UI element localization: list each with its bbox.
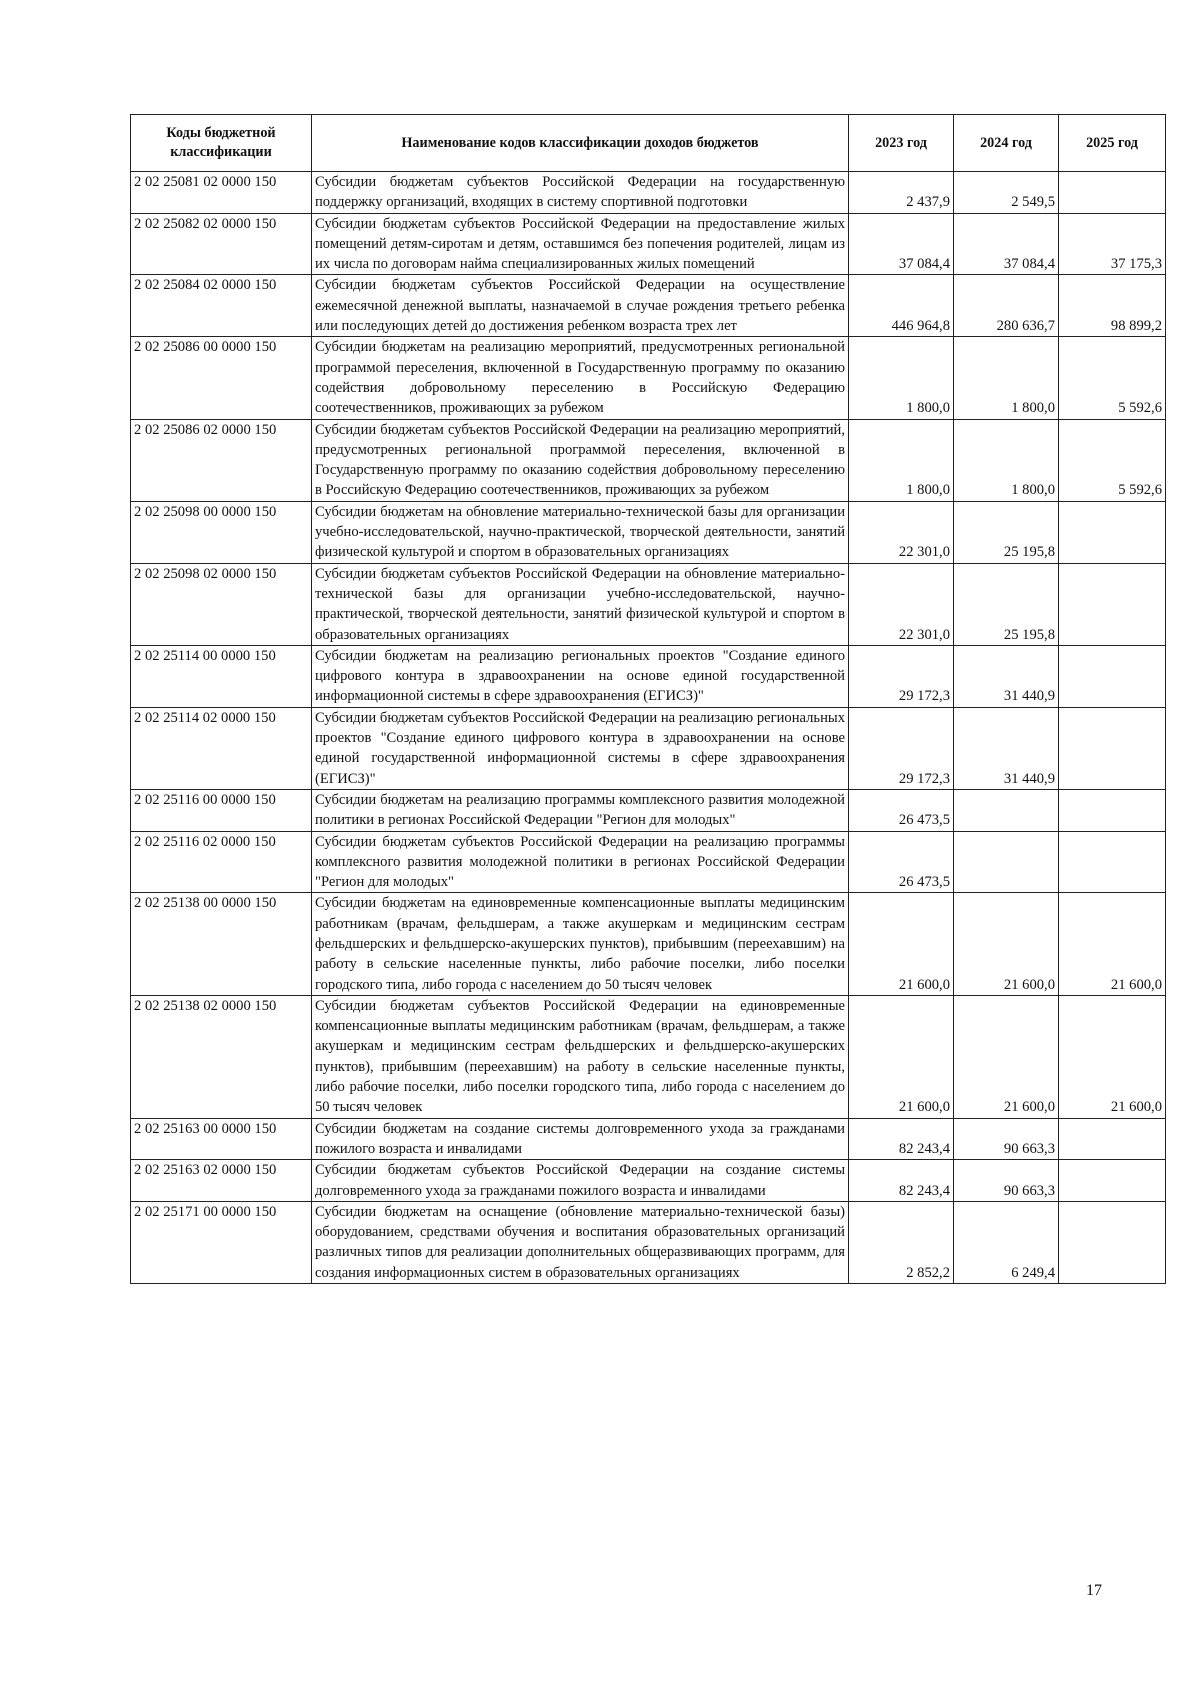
code-cell: 2 02 25081 02 0000 150 bbox=[131, 172, 312, 214]
code-cell: 2 02 25098 00 0000 150 bbox=[131, 501, 312, 563]
value-2024-cell: 6 249,4 bbox=[954, 1201, 1059, 1283]
value-2025-cell bbox=[1059, 645, 1166, 707]
value-2023-cell: 29 172,3 bbox=[849, 707, 954, 789]
table-row bbox=[131, 275, 1166, 337]
header-2024: 2024 год bbox=[954, 115, 1059, 172]
name-cell: Субсидии бюджетам на обновление материально-технической базы для организации учебно-исследовательской, научно-практической, творческой деятельности, занятий физической культурой и спортом в образовательных организациях bbox=[312, 501, 849, 563]
value-2023-cell: 1 800,0 bbox=[849, 419, 954, 501]
value-2025-cell bbox=[1059, 1201, 1166, 1283]
header-2023: 2023 год bbox=[849, 115, 954, 172]
value-2023-cell: 1 800,0 bbox=[849, 337, 954, 419]
name-cell: Субсидии бюджетам на единовременные компенсационные выплаты медицинским работникам (врачам, фельдшерам, а также акушеркам и медицинским сестрам фельдшерских и фельдшерско-акушерских пунктов), прибывшим (переехавшим) на работу в сельские населенные пункты, либо рабочие поселки, либо поселки городского типа, либо города с населением до 50 тысяч человек bbox=[312, 893, 849, 995]
value-2023-cell: 22 301,0 bbox=[849, 501, 954, 563]
value-2023-cell: 446 964,8 bbox=[849, 275, 954, 337]
budget-table bbox=[130, 114, 1166, 1284]
code-cell: 2 02 25163 00 0000 150 bbox=[131, 1118, 312, 1160]
value-2023-cell: 37 084,4 bbox=[849, 213, 954, 275]
name-cell: Субсидии бюджетам субъектов Российской Федерации на осуществление ежемесячной денежной выплаты, назначаемой в случае рождения третьего ребенка или последующих детей до достижения ребенком возраста трех лет bbox=[312, 275, 849, 337]
name-cell: Субсидии бюджетам субъектов Российской Федерации на создание системы долговременного ухода за гражданами пожилого возраста и инвалидами bbox=[312, 1160, 849, 1202]
value-2025-cell bbox=[1059, 1160, 1166, 1202]
table-row bbox=[131, 1201, 1166, 1283]
table-row bbox=[131, 213, 1166, 275]
table-row bbox=[131, 172, 1166, 214]
value-2023-cell: 82 243,4 bbox=[849, 1160, 954, 1202]
code-cell: 2 02 25116 00 0000 150 bbox=[131, 789, 312, 831]
value-2023-cell: 29 172,3 bbox=[849, 645, 954, 707]
code-cell: 2 02 25084 02 0000 150 bbox=[131, 275, 312, 337]
header-name: Наименование кодов классификации доходов бюджетов bbox=[312, 115, 849, 172]
value-2025-cell bbox=[1059, 707, 1166, 789]
name-cell: Субсидии бюджетам на реализацию региональных проектов "Создание единого цифрового контура в здравоохранении на основе единой государственной информационной системы в сфере здравоохранения (ЕГИСЗ)" bbox=[312, 645, 849, 707]
value-2025-cell: 5 592,6 bbox=[1059, 337, 1166, 419]
value-2023-cell: 21 600,0 bbox=[849, 995, 954, 1118]
header-code: Коды бюджетной классификации bbox=[131, 115, 312, 172]
table-row bbox=[131, 893, 1166, 995]
name-cell: Субсидии бюджетам субъектов Российской Федерации на реализацию мероприятий, предусмотренных региональной программой переселения, включенной в Государственную программу по оказанию содействия добровольному переселению в Российскую Федерацию соотечественников, проживающих за рубежом bbox=[312, 419, 849, 501]
value-2024-cell: 37 084,4 bbox=[954, 213, 1059, 275]
value-2024-cell bbox=[954, 789, 1059, 831]
value-2024-cell: 280 636,7 bbox=[954, 275, 1059, 337]
value-2024-cell: 31 440,9 bbox=[954, 645, 1059, 707]
table-row bbox=[131, 563, 1166, 645]
value-2025-cell: 98 899,2 bbox=[1059, 275, 1166, 337]
value-2025-cell bbox=[1059, 172, 1166, 214]
code-cell: 2 02 25114 02 0000 150 bbox=[131, 707, 312, 789]
value-2023-cell: 21 600,0 bbox=[849, 893, 954, 995]
table-row bbox=[131, 995, 1166, 1118]
value-2024-cell: 31 440,9 bbox=[954, 707, 1059, 789]
code-cell: 2 02 25171 00 0000 150 bbox=[131, 1201, 312, 1283]
name-cell: Субсидии бюджетам субъектов Российской Федерации на государственную поддержку организаций, входящих в систему спортивной подготовки bbox=[312, 172, 849, 214]
value-2023-cell: 22 301,0 bbox=[849, 563, 954, 645]
value-2024-cell: 21 600,0 bbox=[954, 893, 1059, 995]
value-2024-cell: 25 195,8 bbox=[954, 501, 1059, 563]
value-2024-cell: 21 600,0 bbox=[954, 995, 1059, 1118]
code-cell: 2 02 25082 02 0000 150 bbox=[131, 213, 312, 275]
value-2023-cell: 2 437,9 bbox=[849, 172, 954, 214]
value-2024-cell: 1 800,0 bbox=[954, 419, 1059, 501]
table-row bbox=[131, 831, 1166, 893]
value-2025-cell: 37 175,3 bbox=[1059, 213, 1166, 275]
code-cell: 2 02 25114 00 0000 150 bbox=[131, 645, 312, 707]
value-2024-cell: 1 800,0 bbox=[954, 337, 1059, 419]
value-2024-cell bbox=[954, 831, 1059, 893]
value-2024-cell: 25 195,8 bbox=[954, 563, 1059, 645]
value-2025-cell: 21 600,0 bbox=[1059, 995, 1166, 1118]
name-cell: Субсидии бюджетам субъектов Российской Федерации на реализацию программы комплексного развития молодежной политики в регионах Российской Федерации "Регион для молодых" bbox=[312, 831, 849, 893]
table-row bbox=[131, 789, 1166, 831]
value-2023-cell: 26 473,5 bbox=[849, 789, 954, 831]
name-cell: Субсидии бюджетам субъектов Российской Федерации на предоставление жилых помещений детям-сиротам и детям, оставшимся без попечения родителей, лицам из их числа по договорам найма специализированных жилых помещений bbox=[312, 213, 849, 275]
name-cell: Субсидии бюджетам на реализацию мероприятий, предусмотренных региональной программой переселения, включенной в Государственную программу по оказанию содействия добровольному переселению в Российскую Федерацию соотечественников, проживающих за рубежом bbox=[312, 337, 849, 419]
value-2024-cell: 2 549,5 bbox=[954, 172, 1059, 214]
value-2025-cell bbox=[1059, 789, 1166, 831]
code-cell: 2 02 25086 00 0000 150 bbox=[131, 337, 312, 419]
table-row bbox=[131, 501, 1166, 563]
name-cell: Субсидии бюджетам на создание системы долговременного ухода за гражданами пожилого возраста и инвалидами bbox=[312, 1118, 849, 1160]
name-cell: Субсидии бюджетам субъектов Российской Федерации на реализацию региональных проектов "Создание единого цифрового контура в здравоохранении на основе единой государственной информационной системы в сфере здравоохранения (ЕГИСЗ)" bbox=[312, 707, 849, 789]
code-cell: 2 02 25098 02 0000 150 bbox=[131, 563, 312, 645]
code-cell: 2 02 25086 02 0000 150 bbox=[131, 419, 312, 501]
value-2025-cell bbox=[1059, 831, 1166, 893]
table-row bbox=[131, 1160, 1166, 1202]
value-2023-cell: 2 852,2 bbox=[849, 1201, 954, 1283]
header-2025: 2025 год bbox=[1059, 115, 1166, 172]
table-row bbox=[131, 645, 1166, 707]
code-cell: 2 02 25163 02 0000 150 bbox=[131, 1160, 312, 1202]
value-2025-cell bbox=[1059, 1118, 1166, 1160]
table-row bbox=[131, 337, 1166, 419]
value-2024-cell: 90 663,3 bbox=[954, 1160, 1059, 1202]
code-cell: 2 02 25116 02 0000 150 bbox=[131, 831, 312, 893]
table-row bbox=[131, 1118, 1166, 1160]
value-2025-cell bbox=[1059, 563, 1166, 645]
value-2025-cell: 21 600,0 bbox=[1059, 893, 1166, 995]
value-2023-cell: 26 473,5 bbox=[849, 831, 954, 893]
value-2025-cell bbox=[1059, 501, 1166, 563]
code-cell: 2 02 25138 02 0000 150 bbox=[131, 995, 312, 1118]
name-cell: Субсидии бюджетам субъектов Российской Федерации на обновление материально-технической базы для организации учебно-исследовательской, научно-практической, творческой деятельности, занятий физической культурой и спортом в образовательных организациях bbox=[312, 563, 849, 645]
name-cell: Субсидии бюджетам на реализацию программы комплексного развития молодежной политики в регионах Российской Федерации "Регион для молодых" bbox=[312, 789, 849, 831]
name-cell: Субсидии бюджетам на оснащение (обновление материально-технической базы) оборудованием, средствами обучения и воспитания образовательных организаций различных типов для реализации дополнительных общеразвивающих программ, для создания информационных систем в образовательных организациях bbox=[312, 1201, 849, 1283]
table-row bbox=[131, 419, 1166, 501]
value-2025-cell: 5 592,6 bbox=[1059, 419, 1166, 501]
value-2024-cell: 90 663,3 bbox=[954, 1118, 1059, 1160]
code-cell: 2 02 25138 00 0000 150 bbox=[131, 893, 312, 995]
page-number: 17 bbox=[1086, 1582, 1102, 1599]
value-2023-cell: 82 243,4 bbox=[849, 1118, 954, 1160]
name-cell: Субсидии бюджетам субъектов Российской Федерации на единовременные компенсационные выплаты медицинским работникам (врачам, фельдшерам, а также акушеркам и медицинским сестрам фельдшерских и фельдшерско-акушерских пунктов), прибывшим (переехавшим) на работу в сельские населенные пункты, либо рабочие поселки, либо поселки городского типа, либо города с населением до 50 тысяч человек bbox=[312, 995, 849, 1118]
header-row bbox=[131, 115, 1166, 172]
table-row bbox=[131, 707, 1166, 789]
